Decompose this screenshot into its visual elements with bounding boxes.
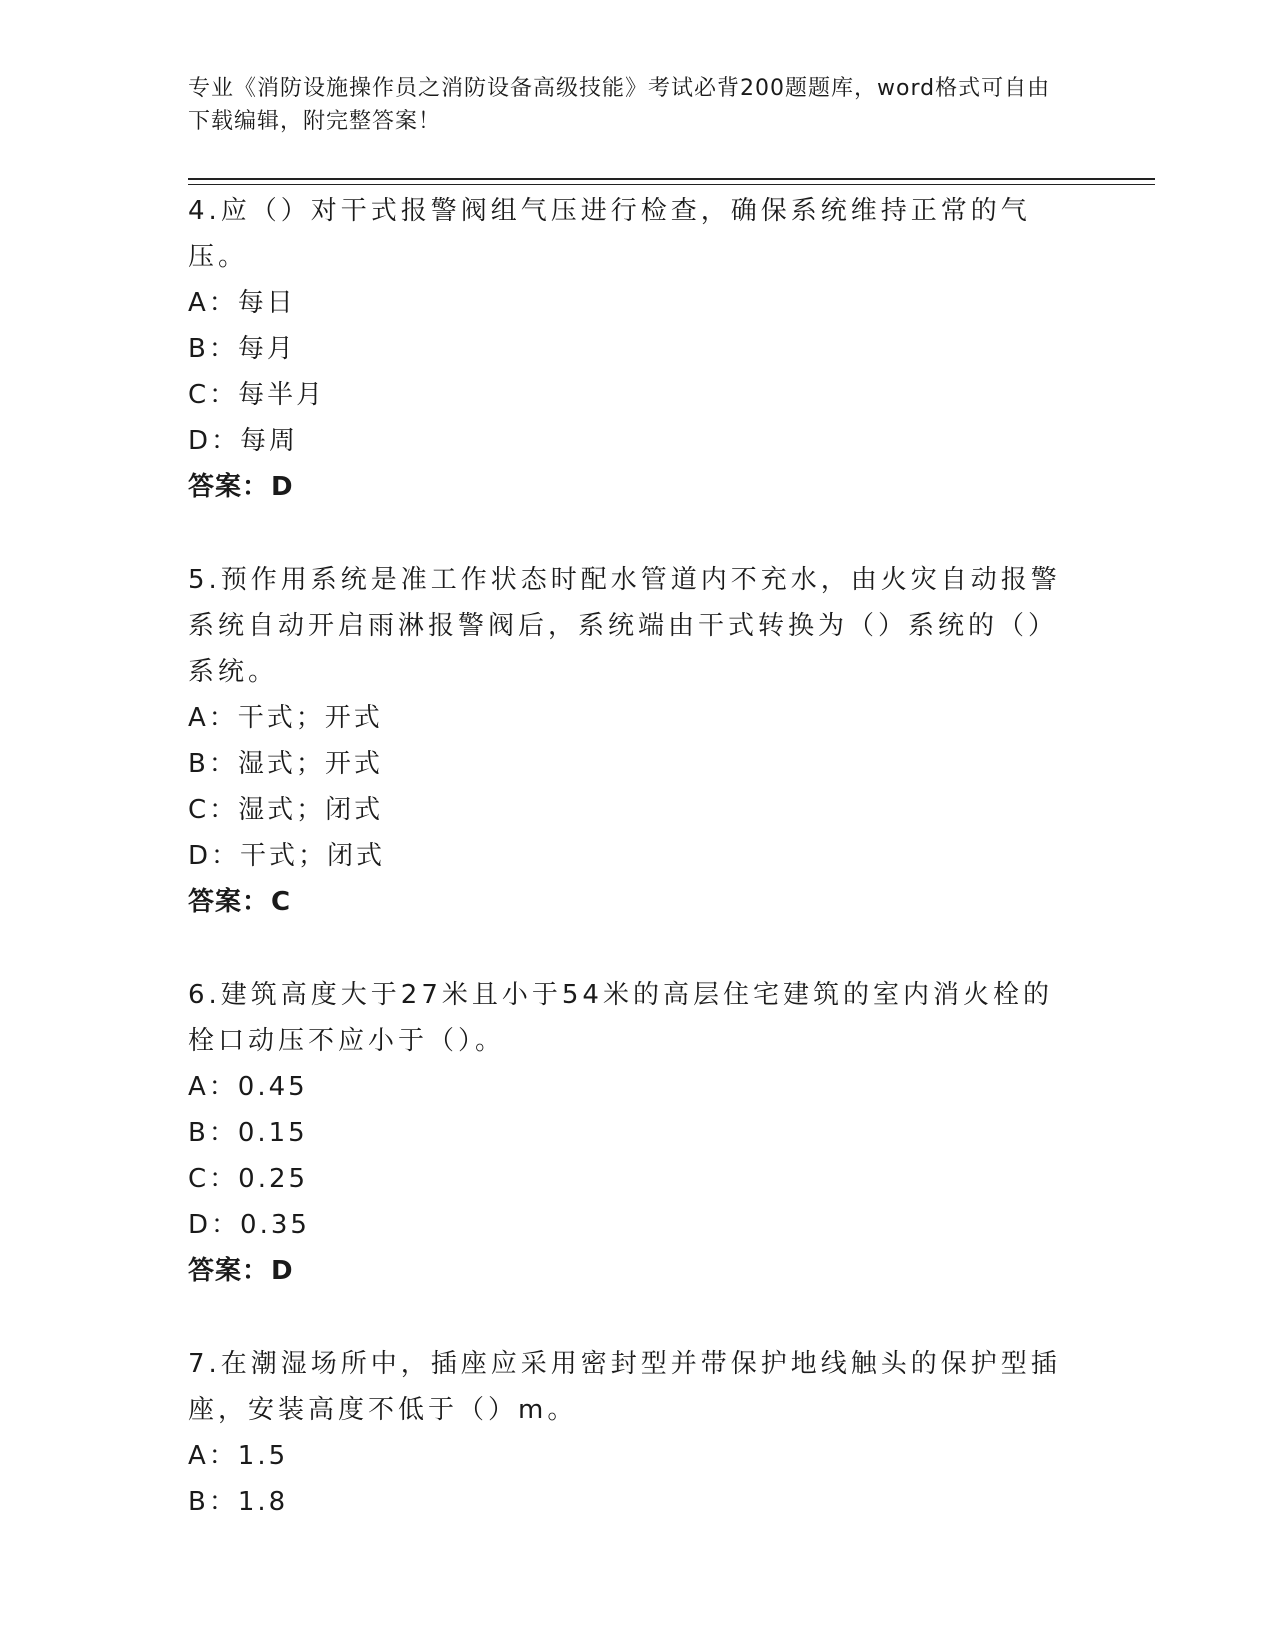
answer-key: D (271, 1256, 294, 1286)
question-stem: 4.应（）对干式报警阀组气压进行检查，确保系统维持正常的气压。 (188, 196, 1031, 272)
question-stem: 6.建筑高度大于27米且小于54米的高层住宅建筑的室内消火栓的栓口动压不应小于（）。 (188, 980, 1053, 1056)
option-a: A：每日 (188, 288, 296, 318)
option-b: B：1.8 (188, 1487, 289, 1517)
option-d: D：每周 (188, 426, 299, 456)
answer-label: 答案： (188, 472, 270, 502)
option-a: A：干式；开式 (188, 703, 383, 733)
question-list (188, 188, 1068, 1572)
header-divider-thin (188, 184, 1155, 185)
option-c: C：0.25 (188, 1164, 309, 1194)
option-d: D：干式；闭式 (188, 841, 386, 871)
question-7 (188, 1341, 1068, 1525)
option-c: C：湿式；闭式 (188, 795, 384, 825)
answer-line (188, 1248, 1068, 1294)
question-stem: 5.预作用系统是准工作状态时配水管道内不充水，由火灾自动报警系统自动开启雨淋报警阀后，系统端由干式转换为（）系统的（）系统。 (188, 565, 1061, 687)
question-stem: 7.在潮湿场所中，插座应采用密封型并带保护地线触头的保护型插座，安装高度不低于（）m。 (188, 1349, 1061, 1425)
answer-line (188, 879, 1068, 925)
option-b: B：湿式；开式 (188, 749, 383, 779)
question-5 (188, 557, 1068, 925)
answer-label: 答案： (188, 887, 270, 917)
option-a: A：0.45 (188, 1072, 308, 1102)
answer-label: 答案： (188, 1256, 270, 1286)
option-b: B：0.15 (188, 1118, 308, 1148)
option-a: A：1.5 (188, 1441, 289, 1471)
option-b: B：每月 (188, 334, 296, 364)
question-4 (188, 188, 1068, 510)
answer-key: D (271, 472, 294, 502)
header-divider (188, 178, 1155, 180)
option-d: D：0.35 (188, 1210, 310, 1240)
answer-line (188, 464, 1068, 510)
document-header: 专业《消防设施操作员之消防设备高级技能》考试必背200题题库，word格式可自由下载编辑，附完整答案！ (188, 76, 1051, 134)
question-6 (188, 972, 1068, 1294)
answer-key: C (271, 887, 292, 917)
option-c: C：每半月 (188, 380, 326, 410)
